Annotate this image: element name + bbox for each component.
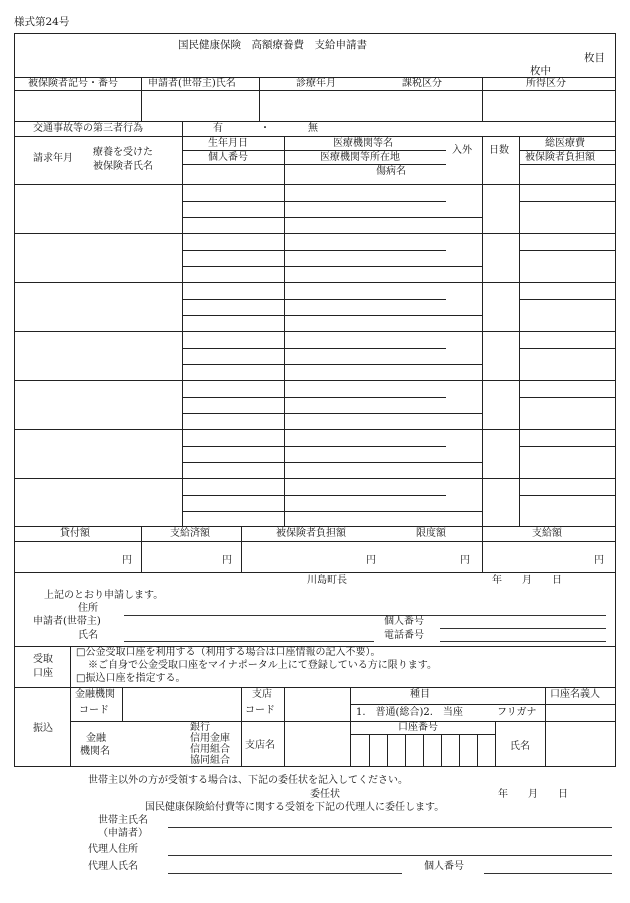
- account-number-label: 口座番号: [398, 722, 438, 733]
- applicant-address-label: 住所: [78, 603, 98, 614]
- facility-name-header: 医療機関等名: [333, 138, 393, 149]
- patient-name-header-1: 療養を受けた: [93, 147, 153, 158]
- public-account-option[interactable]: □公金受取口座を利用する（利用する場合は口座情報の記入不要）。: [76, 647, 381, 658]
- third-party-no[interactable]: 無: [308, 123, 318, 134]
- bank-name-label-2: 機関名: [80, 746, 110, 757]
- branch-code-field[interactable]: [285, 688, 349, 720]
- holder-name-field[interactable]: [546, 722, 615, 766]
- patient-name-header-2: 被保険者氏名: [93, 161, 153, 172]
- transfer-label: 振込: [33, 723, 53, 734]
- applicant-phone-label: 電話番号: [384, 630, 424, 641]
- personal-number-header: 個人番号: [208, 152, 248, 163]
- bank-type-shinkumi: 信用組合: [190, 744, 230, 755]
- account-type-options[interactable]: 1. 普通(総合)2. 当座: [356, 707, 463, 718]
- paid-amount-header: 支給済額: [170, 528, 210, 539]
- furigana-label: フリガナ: [497, 707, 537, 718]
- sheet-total-label: 枚目: [584, 52, 605, 64]
- third-party-yes[interactable]: 有: [213, 123, 223, 134]
- patient-burden-header: 被保険者負担額: [525, 152, 595, 163]
- bank-type-bank: 銀行: [190, 722, 210, 733]
- branch-name-label: 支店名: [245, 740, 275, 751]
- limit-amount-header: 限度額: [416, 528, 446, 539]
- disease-header: 傷病名: [376, 166, 406, 177]
- facility-address-header: 医療機関等所在地: [320, 152, 400, 163]
- receipt-account-label-1: 受取: [33, 654, 53, 665]
- agent-address-field[interactable]: [168, 855, 612, 856]
- branch-code-label-1: 支店: [252, 689, 272, 700]
- agent-name-field[interactable]: [168, 873, 402, 874]
- tax-class-header: 課税区分: [402, 78, 442, 89]
- bank-type-shinkin: 信用金庫: [190, 733, 230, 744]
- form-title: 国民健康保険 高額療養費 支給申請書: [178, 39, 367, 51]
- agent-name-label: 代理人氏名: [88, 861, 138, 872]
- applicant-address-field[interactable]: [124, 615, 606, 616]
- agent-personal-number-field[interactable]: [484, 873, 612, 874]
- insured-number-field[interactable]: [15, 91, 140, 120]
- delegation-title: 委任状: [310, 789, 340, 800]
- burden-amount-header: 被保険者負担額: [276, 528, 346, 539]
- income-class-field[interactable]: [483, 91, 615, 120]
- public-account-note: ※ご自身で公金受取口座をマイナポータル上にて登録している方に限ります。: [88, 660, 437, 671]
- declaration-text: 上記のとおり申請します。: [44, 590, 164, 601]
- loan-amount-header: 貸付額: [60, 528, 90, 539]
- application-date[interactable]: 年 月 日: [492, 575, 562, 586]
- delegation-statement: 国民健康保険給付費等に関する受領を下記の代理人に委任します。: [145, 802, 445, 813]
- insured-number-header: 被保険者記号・番号: [28, 78, 118, 89]
- inpatient-header: 入外: [452, 145, 472, 156]
- applicant-name-label: 氏名: [78, 630, 98, 641]
- claim-month-header: 請求年月: [33, 153, 73, 164]
- agent-personal-number-label: 個人番号: [424, 861, 464, 872]
- delegation-applicant-label: （申請者）: [98, 828, 148, 839]
- account-holder-label: 口座名義人: [550, 689, 600, 700]
- sheet-current-label: 枚中: [530, 65, 551, 77]
- account-type-label: 種目: [410, 689, 430, 700]
- income-class-header: 所得区分: [526, 78, 566, 89]
- burden-amount-yen: 円: [366, 555, 376, 566]
- days-header: 日数: [489, 145, 509, 156]
- payment-amount-header: 支給額: [532, 528, 562, 539]
- treatment-month-header: 診療年月: [296, 78, 336, 89]
- holder-name-label: 氏名: [510, 741, 530, 752]
- payment-amount-yen: 円: [594, 555, 604, 566]
- bank-code-label-1: 金融機関: [75, 689, 115, 700]
- applicant-name-field[interactable]: [124, 641, 374, 642]
- bank-type-kyodo: 協同組合: [190, 755, 230, 766]
- bank-code-label-2: コード: [79, 705, 109, 716]
- paid-amount-yen: 円: [222, 555, 232, 566]
- treatment-month-field[interactable]: [260, 91, 481, 120]
- third-party-label: 交通事故等の第三者行為: [33, 123, 143, 134]
- household-head-name-field[interactable]: [168, 827, 612, 828]
- delegation-date[interactable]: 年 月 日: [498, 789, 568, 800]
- branch-name-field[interactable]: [285, 722, 349, 766]
- bank-name-label-1: 金融: [86, 733, 106, 744]
- applicant-personal-number-field[interactable]: [440, 628, 606, 629]
- form-number: 様式第24号: [14, 16, 70, 28]
- third-party-separator: ・: [260, 123, 270, 134]
- branch-code-label-2: コード: [245, 705, 275, 716]
- limit-amount-yen: 円: [460, 555, 470, 566]
- loan-amount-yen: 円: [122, 555, 132, 566]
- applicant-name-header: 申請者(世帯主)氏名: [148, 78, 236, 89]
- applicant-label: 申請者(世帯主): [33, 616, 101, 627]
- household-head-name-label: 世帯主氏名: [98, 815, 148, 826]
- applicant-phone-field[interactable]: [440, 641, 606, 642]
- agent-address-label: 代理人住所: [88, 844, 138, 855]
- receipt-account-label-2: 口座: [33, 668, 53, 679]
- delegation-intro: 世帯主以外の方が受領する場合は、下記の委任状を記入してください。: [88, 775, 408, 786]
- birthdate-header: 生年月日: [208, 138, 248, 149]
- total-cost-header: 総医療費: [545, 138, 585, 149]
- applicant-personal-number-label: 個人番号: [384, 616, 424, 627]
- transfer-account-option[interactable]: □振込口座を指定する。: [76, 673, 186, 684]
- applicant-name-field[interactable]: [142, 91, 258, 120]
- mayor-name: 川島町長: [307, 575, 347, 586]
- bank-code-field[interactable]: [123, 688, 240, 720]
